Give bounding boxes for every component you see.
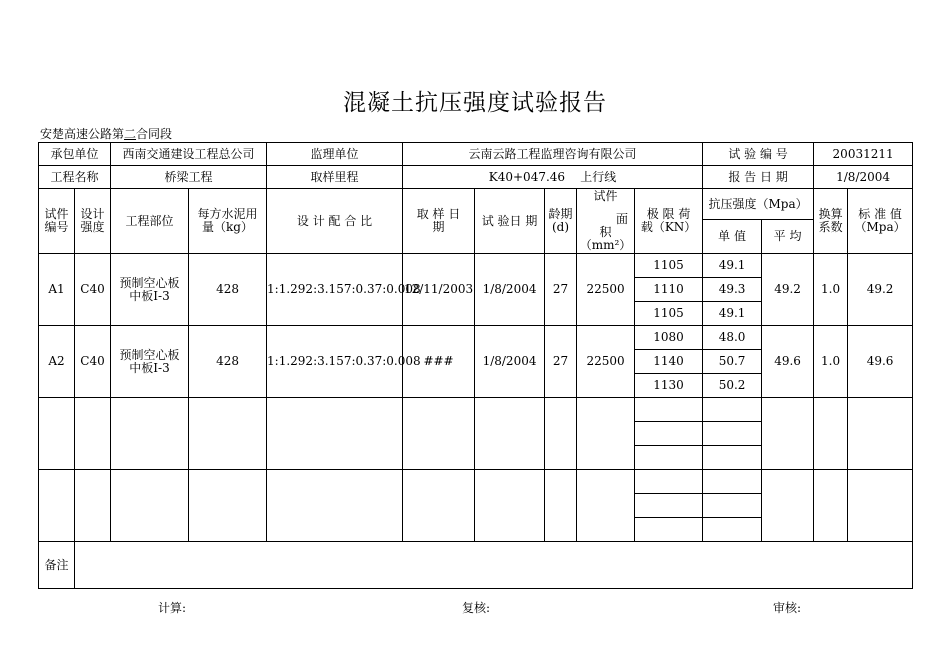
project-section <box>40 125 172 142</box>
empty-cell <box>403 470 475 542</box>
test-no-label: 试 验 编 号 <box>703 143 814 166</box>
single-value: 50.7 <box>703 350 762 374</box>
header-standard-value: 标 准 值（Mpa） <box>848 189 913 254</box>
project-number: 二 <box>124 127 137 141</box>
table-row <box>39 254 913 278</box>
empty-cell <box>111 470 189 542</box>
empty-cell <box>635 470 703 494</box>
mix-ratio: 1:1.292:3.157:0.37:0.008 <box>267 254 403 326</box>
contractor-value: 西南交通建设工程总公司 <box>111 143 267 166</box>
empty-cell <box>267 398 403 470</box>
supervisor-value: 云南云路工程监理咨询有限公司 <box>403 143 703 166</box>
empty-cell <box>189 470 267 542</box>
cement: 428 <box>189 254 267 326</box>
load-value: 1110 <box>635 278 703 302</box>
header-area-mid: 面 <box>616 212 629 226</box>
specimen-id: A1 <box>39 254 75 326</box>
empty-cell <box>703 494 762 518</box>
empty-cell <box>848 470 913 542</box>
empty-cell <box>703 470 762 494</box>
header-cement: 每方水泥用量（kg） <box>189 189 267 254</box>
empty-cell <box>545 470 577 542</box>
test-date: 1/8/2004 <box>475 254 545 326</box>
project-name-value: 桥梁工程 <box>111 166 267 189</box>
design-grade: C40 <box>75 326 111 398</box>
location: 预制空心板中板Ⅰ-3 <box>111 326 189 398</box>
empty-cell <box>635 518 703 542</box>
standard-value: 49.6 <box>848 326 913 398</box>
empty-cell <box>762 470 814 542</box>
header-strength-group: 抗压强度（Mpa） <box>703 189 814 220</box>
age: 27 <box>545 326 577 398</box>
sampling-mileage-label: 取样里程 <box>267 166 403 189</box>
empty-cell <box>635 422 703 446</box>
empty-cell <box>703 422 762 446</box>
header-area-top: 试件 <box>593 189 618 203</box>
age: 27 <box>545 254 577 326</box>
load-value: 1105 <box>635 254 703 278</box>
single-value: 48.0 <box>703 326 762 350</box>
empty-row <box>39 398 913 422</box>
header-location: 工程部位 <box>111 189 189 254</box>
empty-cell <box>703 446 762 470</box>
mix-ratio: 1:1.292:3.157:0.37:0.008 <box>267 326 403 398</box>
empty-cell <box>189 398 267 470</box>
empty-cell <box>814 470 848 542</box>
empty-cell <box>267 470 403 542</box>
footer-audit: 审核: <box>773 601 802 615</box>
empty-cell <box>814 398 848 470</box>
header-area <box>577 189 635 254</box>
empty-cell <box>635 446 703 470</box>
project-suffix: 合同段 <box>136 127 173 141</box>
contractor-label: 承包单位 <box>39 143 111 166</box>
header-sampling-date: 取 样 日 期 <box>403 189 475 254</box>
empty-cell <box>635 398 703 422</box>
empty-cell <box>762 398 814 470</box>
empty-cell <box>703 518 762 542</box>
standard-value: 49.2 <box>848 254 913 326</box>
report-title: 混凝土抗压强度试验报告 <box>343 90 607 116</box>
single-value: 50.2 <box>703 374 762 398</box>
test-no-value: 20031211 <box>814 143 913 166</box>
header-test-date: 试 验日 期 <box>475 189 545 254</box>
average-value: 49.2 <box>762 254 814 326</box>
sampling-mileage-value: K40+047.46 上行线 <box>403 166 703 189</box>
load-value: 1130 <box>635 374 703 398</box>
remark-row <box>39 542 913 589</box>
empty-cell <box>577 398 635 470</box>
empty-cell <box>545 398 577 470</box>
header-design-strength: 设计强度 <box>75 189 111 254</box>
info-row-2 <box>39 166 913 189</box>
empty-cell <box>39 470 75 542</box>
factor-value: 1.0 <box>814 254 848 326</box>
header-specimen-no: 试件编号 <box>39 189 75 254</box>
report-date-label: 报 告 日 期 <box>703 166 814 189</box>
empty-cell <box>475 398 545 470</box>
report-date-value: 1/8/2004 <box>814 166 913 189</box>
empty-cell <box>403 398 475 470</box>
empty-cell <box>39 398 75 470</box>
empty-cell <box>475 470 545 542</box>
single-value: 49.1 <box>703 254 762 278</box>
header-area-unit: （mm²） <box>579 238 632 252</box>
average-value: 49.6 <box>762 326 814 398</box>
header-age: 龄期(d) <box>545 189 577 254</box>
empty-cell <box>75 398 111 470</box>
report-table <box>38 142 913 589</box>
supervisor-label: 监理单位 <box>267 143 403 166</box>
design-grade: C40 <box>75 254 111 326</box>
sampling-date: 12/11/2003 <box>403 254 475 326</box>
header-row-1 <box>39 189 913 220</box>
empty-cell <box>111 398 189 470</box>
specimen-id: A2 <box>39 326 75 398</box>
table-row <box>39 326 913 350</box>
area: 22500 <box>577 254 635 326</box>
empty-cell <box>703 398 762 422</box>
empty-cell <box>75 470 111 542</box>
header-average: 平 均 <box>762 220 814 254</box>
empty-row <box>39 470 913 494</box>
single-value: 49.1 <box>703 302 762 326</box>
factor-value: 1.0 <box>814 326 848 398</box>
footer-review: 复核: <box>462 601 491 615</box>
header-mix-ratio: 设 计 配 合 比 <box>267 189 403 254</box>
empty-cell <box>848 398 913 470</box>
area: 22500 <box>577 326 635 398</box>
header-single: 单 值 <box>703 220 762 254</box>
remark-label: 备注 <box>39 542 75 589</box>
footer-calc: 计算: <box>158 601 187 615</box>
empty-cell <box>635 494 703 518</box>
test-date: 1/8/2004 <box>475 326 545 398</box>
load-value: 1105 <box>635 302 703 326</box>
sampling-date: ### <box>403 326 475 398</box>
project-name-label: 工程名称 <box>39 166 111 189</box>
info-row-1 <box>39 143 913 166</box>
empty-cell <box>577 470 635 542</box>
cement: 428 <box>189 326 267 398</box>
location: 预制空心板中板Ⅰ-3 <box>111 254 189 326</box>
single-value: 49.3 <box>703 278 762 302</box>
remark-field <box>75 542 913 589</box>
project-prefix: 安楚高速公路第 <box>40 127 125 141</box>
load-value: 1080 <box>635 326 703 350</box>
load-value: 1140 <box>635 350 703 374</box>
header-factor: 换算系数 <box>814 189 848 254</box>
header-area-mid2: 积 <box>599 225 612 239</box>
header-ultimate-load: 极 限 荷 载（KN） <box>635 189 703 254</box>
